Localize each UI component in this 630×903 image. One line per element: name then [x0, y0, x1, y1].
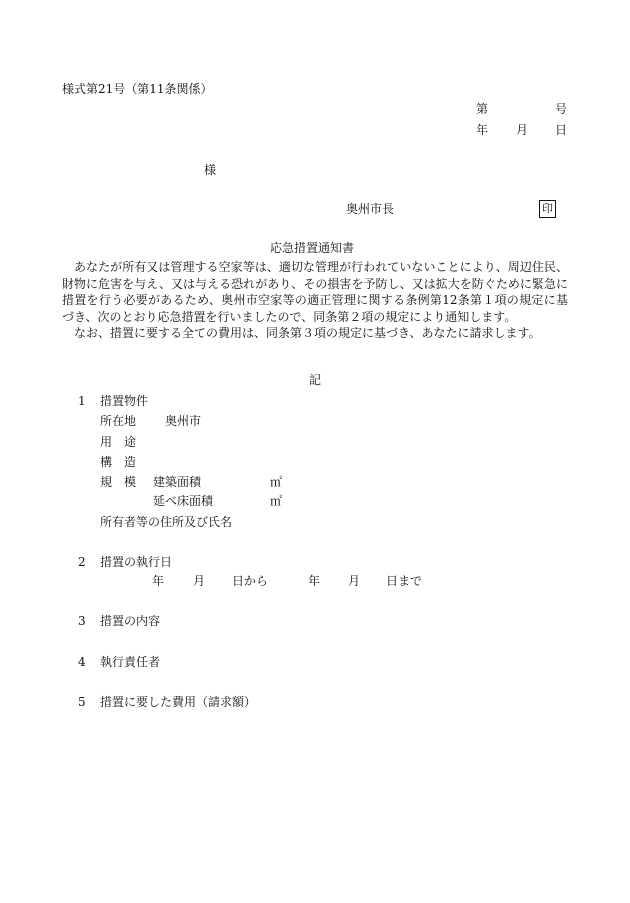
body-paragraph-2: なお、措置に要する全ての費用は、同条第３項の規定に基づき、あなたに請求します。 [74, 326, 541, 340]
date-month: 月 [516, 123, 529, 137]
owner-label: 所有者等の住所及び氏名 [100, 515, 233, 529]
body-text [62, 259, 568, 342]
ki-heading: 記 [309, 373, 322, 387]
exec-month-2: 月 [348, 574, 361, 588]
structure-label: 構 造 [100, 455, 137, 469]
floor-area-label: 延べ床面積 [153, 494, 214, 508]
number-prefix: 第 [476, 102, 489, 116]
addressee-suffix: 様 [204, 163, 217, 177]
item-5-number: 5 [78, 695, 86, 709]
form-label: 様式第21号（第11条関係） [62, 82, 213, 96]
item-4-label: 執行責任者 [100, 655, 161, 669]
body-paragraph-1: あなたが所有又は管理する空家等は、適切な管理が行われていないことにより、周辺住民、財物に危害を与え、又は与える恐れがあり、その損害を予防し、又は拡大を防ぐために緊急に措置を行う必要があるため、奥州市空家等の適正管理に関する条例第12条第１項の規定に基づき、次のとおり応急措置を行いましたので、同条第２項の規定により通知します。 [62, 260, 568, 324]
number-suffix: 号 [555, 102, 568, 116]
exec-from: 日から [232, 574, 269, 588]
item-1-label: 措置物件 [100, 394, 149, 408]
building-area-label: 建築面積 [153, 475, 202, 489]
date-year: 年 [476, 123, 489, 137]
exec-year-2: 年 [308, 574, 321, 588]
date-day: 日 [555, 123, 568, 137]
location-label: 所在地 [100, 414, 137, 428]
item-2-number: 2 [78, 555, 86, 569]
use-label: 用 途 [100, 435, 137, 449]
building-area-unit: ㎡ [270, 475, 283, 489]
seal-box: 印 [539, 200, 556, 218]
sender-name: 奥州市長 [346, 202, 395, 216]
item-5-label: 措置に要した費用（請求額） [100, 695, 257, 709]
exec-year-1: 年 [152, 574, 165, 588]
item-2-label: 措置の執行日 [100, 555, 173, 569]
exec-month-1: 月 [193, 574, 206, 588]
item-4-number: 4 [78, 655, 86, 669]
scale-label: 規 模 [100, 475, 137, 489]
floor-area-unit: ㎡ [270, 494, 283, 508]
item-3-label: 措置の内容 [100, 614, 161, 628]
location-value: 奥州市 [165, 414, 202, 428]
exec-until: 日まで [386, 574, 423, 588]
item-3-number: 3 [78, 614, 86, 628]
document-title: 応急措置通知書 [270, 241, 355, 255]
item-1-number: 1 [78, 394, 86, 408]
